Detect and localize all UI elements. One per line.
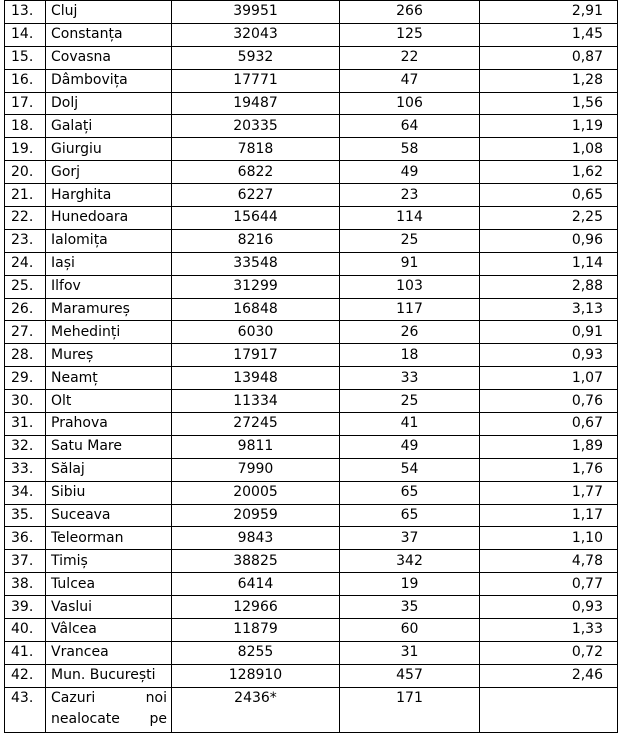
incidence-rate: 1,07: [480, 367, 618, 390]
incidence-rate: 0,67: [480, 413, 618, 436]
incidence-rate: 1,19: [480, 115, 618, 138]
row-number: 34.: [5, 481, 46, 504]
table-row: [5, 229, 618, 252]
incidence-rate: 4,78: [480, 550, 618, 573]
incidence-rate: 0,91: [480, 321, 618, 344]
county-name: Harghita: [46, 184, 172, 207]
county-name: Giurgiu: [46, 138, 172, 161]
county-name: Ilfov: [46, 275, 172, 298]
county-name: Dolj: [46, 92, 172, 115]
table-row: [5, 481, 618, 504]
incidence-rate: 1,17: [480, 504, 618, 527]
total-cases: 19487: [172, 92, 340, 115]
row-number: 30.: [5, 390, 46, 413]
incidence-rate: 0,96: [480, 229, 618, 252]
table-row: [5, 390, 618, 413]
row-number: 31.: [5, 413, 46, 436]
county-name: Hunedoara: [46, 207, 172, 230]
table-row: [5, 413, 618, 436]
row-number: 33.: [5, 458, 46, 481]
new-cases: 54: [340, 458, 480, 481]
new-cases: 117: [340, 298, 480, 321]
total-cases: 6414: [172, 573, 340, 596]
row-number: 23.: [5, 229, 46, 252]
table-row: [5, 641, 618, 664]
total-cases: 17917: [172, 344, 340, 367]
county-name: Vaslui: [46, 596, 172, 619]
total-cases: 11879: [172, 619, 340, 642]
row-number: 22.: [5, 207, 46, 230]
total-cases: 13948: [172, 367, 340, 390]
new-cases: 37: [340, 527, 480, 550]
row-number: 26.: [5, 298, 46, 321]
incidence-rate: 2,46: [480, 664, 618, 687]
new-cases: 47: [340, 69, 480, 92]
incidence-rate: 1,28: [480, 69, 618, 92]
table-row: [5, 207, 618, 230]
county-name: Mureș: [46, 344, 172, 367]
table-row: [5, 252, 618, 275]
new-cases: 65: [340, 504, 480, 527]
table-row: [5, 1, 618, 24]
county-name: Ialomița: [46, 229, 172, 252]
incidence-rate: 1,08: [480, 138, 618, 161]
total-cases: 8255: [172, 641, 340, 664]
row-number: 24.: [5, 252, 46, 275]
new-cases: 125: [340, 23, 480, 46]
row-number: 19.: [5, 138, 46, 161]
row-number: 36.: [5, 527, 46, 550]
table-row: [5, 573, 618, 596]
row-number: 21.: [5, 184, 46, 207]
table-row: [5, 92, 618, 115]
incidence-rate: 2,91: [480, 1, 618, 24]
incidence-rate: 1,14: [480, 252, 618, 275]
total-cases: 39951: [172, 1, 340, 24]
county-name: Prahova: [46, 413, 172, 436]
total-cases: 7990: [172, 458, 340, 481]
row-number: 42.: [5, 664, 46, 687]
total-cases: 16848: [172, 298, 340, 321]
row-number: 41.: [5, 641, 46, 664]
new-cases: 22: [340, 46, 480, 69]
incidence-rate: 2,88: [480, 275, 618, 298]
new-cases: 33: [340, 367, 480, 390]
total-cases: 6030: [172, 321, 340, 344]
total-cases: 27245: [172, 413, 340, 436]
table-row: [5, 550, 618, 573]
row-number: 43.: [5, 687, 46, 732]
new-cases: 25: [340, 229, 480, 252]
cases-table: [4, 0, 618, 733]
county-name: Sibiu: [46, 481, 172, 504]
new-cases: 49: [340, 161, 480, 184]
new-cases: 60: [340, 619, 480, 642]
row-number: 29.: [5, 367, 46, 390]
incidence-rate: [480, 687, 618, 732]
total-cases: 17771: [172, 69, 340, 92]
county-name: Dâmbovița: [46, 69, 172, 92]
total-cases: 2436*: [172, 687, 340, 732]
table-row: [5, 344, 618, 367]
row-number: 37.: [5, 550, 46, 573]
county-name: Constanța: [46, 23, 172, 46]
row-number: 32.: [5, 435, 46, 458]
new-cases: 35: [340, 596, 480, 619]
total-cases: 8216: [172, 229, 340, 252]
row-number: 35.: [5, 504, 46, 527]
new-cases: 171: [340, 687, 480, 732]
row-number: 16.: [5, 69, 46, 92]
row-number: 27.: [5, 321, 46, 344]
table-row: [5, 46, 618, 69]
row-number: 14.: [5, 23, 46, 46]
total-cases: 38825: [172, 550, 340, 573]
incidence-rate: 1,45: [480, 23, 618, 46]
table-row: [5, 504, 618, 527]
row-number: 28.: [5, 344, 46, 367]
new-cases: 103: [340, 275, 480, 298]
total-cases: 32043: [172, 23, 340, 46]
total-cases: 5932: [172, 46, 340, 69]
incidence-rate: 0,93: [480, 596, 618, 619]
new-cases: 25: [340, 390, 480, 413]
table-row: [5, 138, 618, 161]
row-number: 20.: [5, 161, 46, 184]
total-cases: 6227: [172, 184, 340, 207]
county-name: Vrancea: [46, 641, 172, 664]
county-name: Mehedinți: [46, 321, 172, 344]
total-cases: 6822: [172, 161, 340, 184]
new-cases: 26: [340, 321, 480, 344]
table-body: [5, 1, 618, 733]
table-row: [5, 435, 618, 458]
new-cases: 114: [340, 207, 480, 230]
new-cases: 19: [340, 573, 480, 596]
county-name: Maramureș: [46, 298, 172, 321]
total-cases: 11334: [172, 390, 340, 413]
incidence-rate: 0,93: [480, 344, 618, 367]
table-row-last: [5, 687, 618, 732]
row-number: 13.: [5, 1, 46, 24]
row-number: 17.: [5, 92, 46, 115]
new-cases: 457: [340, 664, 480, 687]
total-cases: 31299: [172, 275, 340, 298]
total-cases: 12966: [172, 596, 340, 619]
county-name: Cluj: [46, 1, 172, 24]
new-cases: 342: [340, 550, 480, 573]
county-name: Covasna: [46, 46, 172, 69]
table-row: [5, 367, 618, 390]
county-name: Iași: [46, 252, 172, 275]
incidence-rate: 0,87: [480, 46, 618, 69]
county-name: Satu Mare: [46, 435, 172, 458]
new-cases: 31: [340, 641, 480, 664]
table-row: [5, 275, 618, 298]
new-cases: 49: [340, 435, 480, 458]
row-number: 38.: [5, 573, 46, 596]
total-cases: 33548: [172, 252, 340, 275]
table-row: [5, 23, 618, 46]
incidence-rate: 1,33: [480, 619, 618, 642]
table-row: [5, 161, 618, 184]
total-cases: 128910: [172, 664, 340, 687]
table-row: [5, 321, 618, 344]
table-row: [5, 596, 618, 619]
new-cases: 23: [340, 184, 480, 207]
new-cases: 106: [340, 92, 480, 115]
county-name: Mun. București: [46, 664, 172, 687]
county-name: Neamț: [46, 367, 172, 390]
county-name: Gorj: [46, 161, 172, 184]
table-row: [5, 115, 618, 138]
table-row: [5, 527, 618, 550]
incidence-rate: 1,10: [480, 527, 618, 550]
county-name: Olt: [46, 390, 172, 413]
new-cases: 58: [340, 138, 480, 161]
county-name: Suceava: [46, 504, 172, 527]
incidence-rate: 1,77: [480, 481, 618, 504]
total-cases: 9843: [172, 527, 340, 550]
new-cases: 41: [340, 413, 480, 436]
table-row: [5, 619, 618, 642]
county-name: Timiș: [46, 550, 172, 573]
county-name: Cazuri noi nealocate pe: [46, 687, 172, 732]
incidence-rate: 3,13: [480, 298, 618, 321]
incidence-rate: 1,62: [480, 161, 618, 184]
county-name: Sălaj: [46, 458, 172, 481]
new-cases: 64: [340, 115, 480, 138]
county-name: Teleorman: [46, 527, 172, 550]
total-cases: 15644: [172, 207, 340, 230]
county-name: Tulcea: [46, 573, 172, 596]
incidence-rate: 1,89: [480, 435, 618, 458]
total-cases: 20335: [172, 115, 340, 138]
incidence-rate: 0,72: [480, 641, 618, 664]
total-cases: 20959: [172, 504, 340, 527]
total-cases: 9811: [172, 435, 340, 458]
table-row: [5, 458, 618, 481]
new-cases: 91: [340, 252, 480, 275]
table-row: [5, 298, 618, 321]
incidence-rate: 0,76: [480, 390, 618, 413]
incidence-rate: 1,76: [480, 458, 618, 481]
total-cases: 7818: [172, 138, 340, 161]
row-number: 18.: [5, 115, 46, 138]
row-number: 15.: [5, 46, 46, 69]
new-cases: 266: [340, 1, 480, 24]
incidence-rate: 0,77: [480, 573, 618, 596]
table-row: [5, 184, 618, 207]
row-number: 25.: [5, 275, 46, 298]
table-row: [5, 664, 618, 687]
new-cases: 65: [340, 481, 480, 504]
incidence-rate: 1,56: [480, 92, 618, 115]
table-row: [5, 69, 618, 92]
incidence-rate: 0,65: [480, 184, 618, 207]
row-number: 40.: [5, 619, 46, 642]
total-cases: 20005: [172, 481, 340, 504]
county-name: Vâlcea: [46, 619, 172, 642]
row-number: 39.: [5, 596, 46, 619]
incidence-rate: 2,25: [480, 207, 618, 230]
county-name: Galați: [46, 115, 172, 138]
new-cases: 18: [340, 344, 480, 367]
